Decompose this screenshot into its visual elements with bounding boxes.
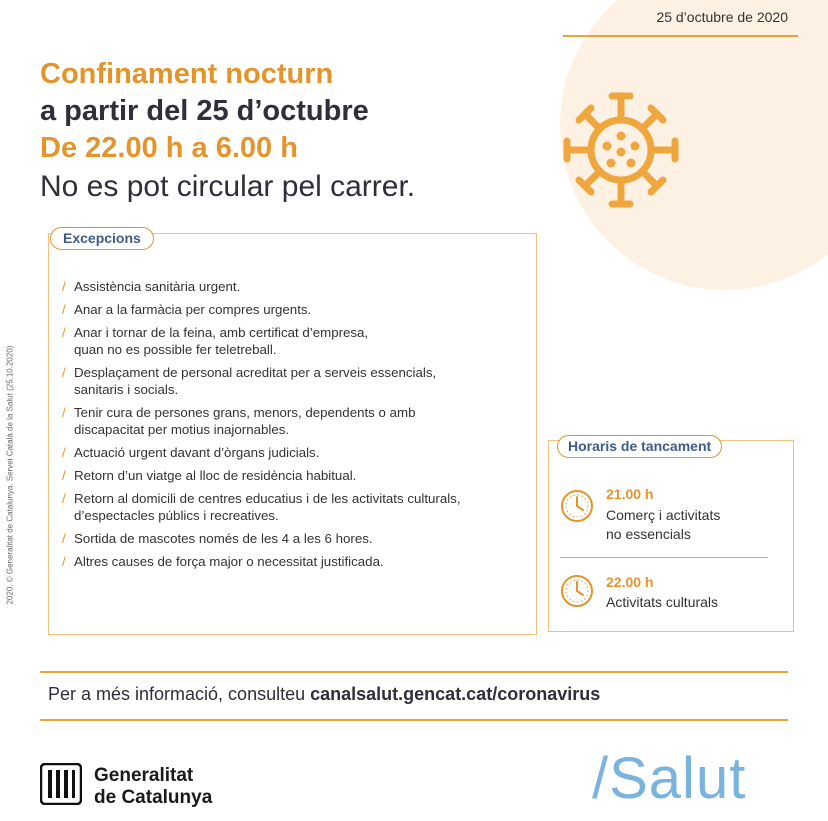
list-item: / Anar a la farmàcia per compres urgents. [62,302,312,317]
slash-icon: / [62,325,66,340]
closing-label-2: Activitats culturals [606,594,719,610]
slash-icon: / [62,302,66,317]
info-divider-bottom [40,719,788,721]
virus-icon [556,80,686,220]
list-item: / Retorn d’un viatge al lloc de residència habitual. [62,468,357,483]
closing-hours-label: Horaris de tancament [557,435,722,458]
exceptions-list [62,278,532,576]
exceptions-label: Excepcions [50,227,154,250]
list-item: / Anar i tornar de la feina, amb certificat d’empresa, quan no es possible fer teletreball. [62,325,369,357]
list-item: / Retorn al domicili de centres educatius i de les activitats culturals, d’espectacles públics i recreatives. [62,491,461,523]
closing-label-1: Comerç i activitats no essencials [606,507,721,542]
clock-icon [559,573,595,609]
salut-brand: /Salut [592,746,747,811]
title-line-1: Confinament nocturn [40,58,334,90]
list-item: / Sortida de mascotes només de les 4 a les 6 hores. [62,531,373,546]
list-item: / Altres causes de força major o necessitat justificada. [62,554,384,569]
more-info: Per a més informació, consulteu canalsalut.gencat.cat/coronavirus [48,684,601,704]
closing-time-1: 21.00 h [606,486,654,502]
slash-icon: / [62,365,66,380]
slash-icon: / [62,445,66,460]
list-item: / Assistència sanitària urgent. [62,279,241,294]
slash-icon: / [62,554,66,569]
info-divider-top [40,671,788,673]
organization-name: Generalitat de Catalunya [94,765,213,808]
clock-icon [559,488,595,524]
slash-icon: / [62,491,66,506]
generalitat-logo-icon [40,763,82,805]
slash-icon: / [62,531,66,546]
slash-icon: / [62,279,66,294]
list-item: / Desplaçament de personal acreditat per a serveis essencials, sanitaris i socials. [62,365,437,397]
copyright-credit: 2020. © Generalitat de Catalunya. Servei Català de la Salut (25.10.2020) [5,345,15,605]
title-line-2: a partir del 25 d’octubre [40,95,369,127]
page-title [40,56,369,167]
list-item: / Tenir cura de persones grans, menors, dependents o amb discapacitat per motius inajornables. [62,405,416,437]
subtitle: No es pot circular pel carrer. [40,170,416,203]
list-item: / Actuació urgent davant d’òrgans judicials. [62,445,320,460]
info-link[interactable]: canalsalut.gencat.cat/coronavirus [310,684,601,704]
slash-icon: / [62,468,66,483]
closing-divider [560,557,768,558]
title-line-3: De 22.00 h a 6.00 h [40,132,298,164]
publication-date: 25 d’octubre de 2020 [656,9,788,25]
date-divider [563,35,798,37]
slash-icon: / [62,405,66,420]
closing-time-2: 22.00 h [606,574,654,590]
